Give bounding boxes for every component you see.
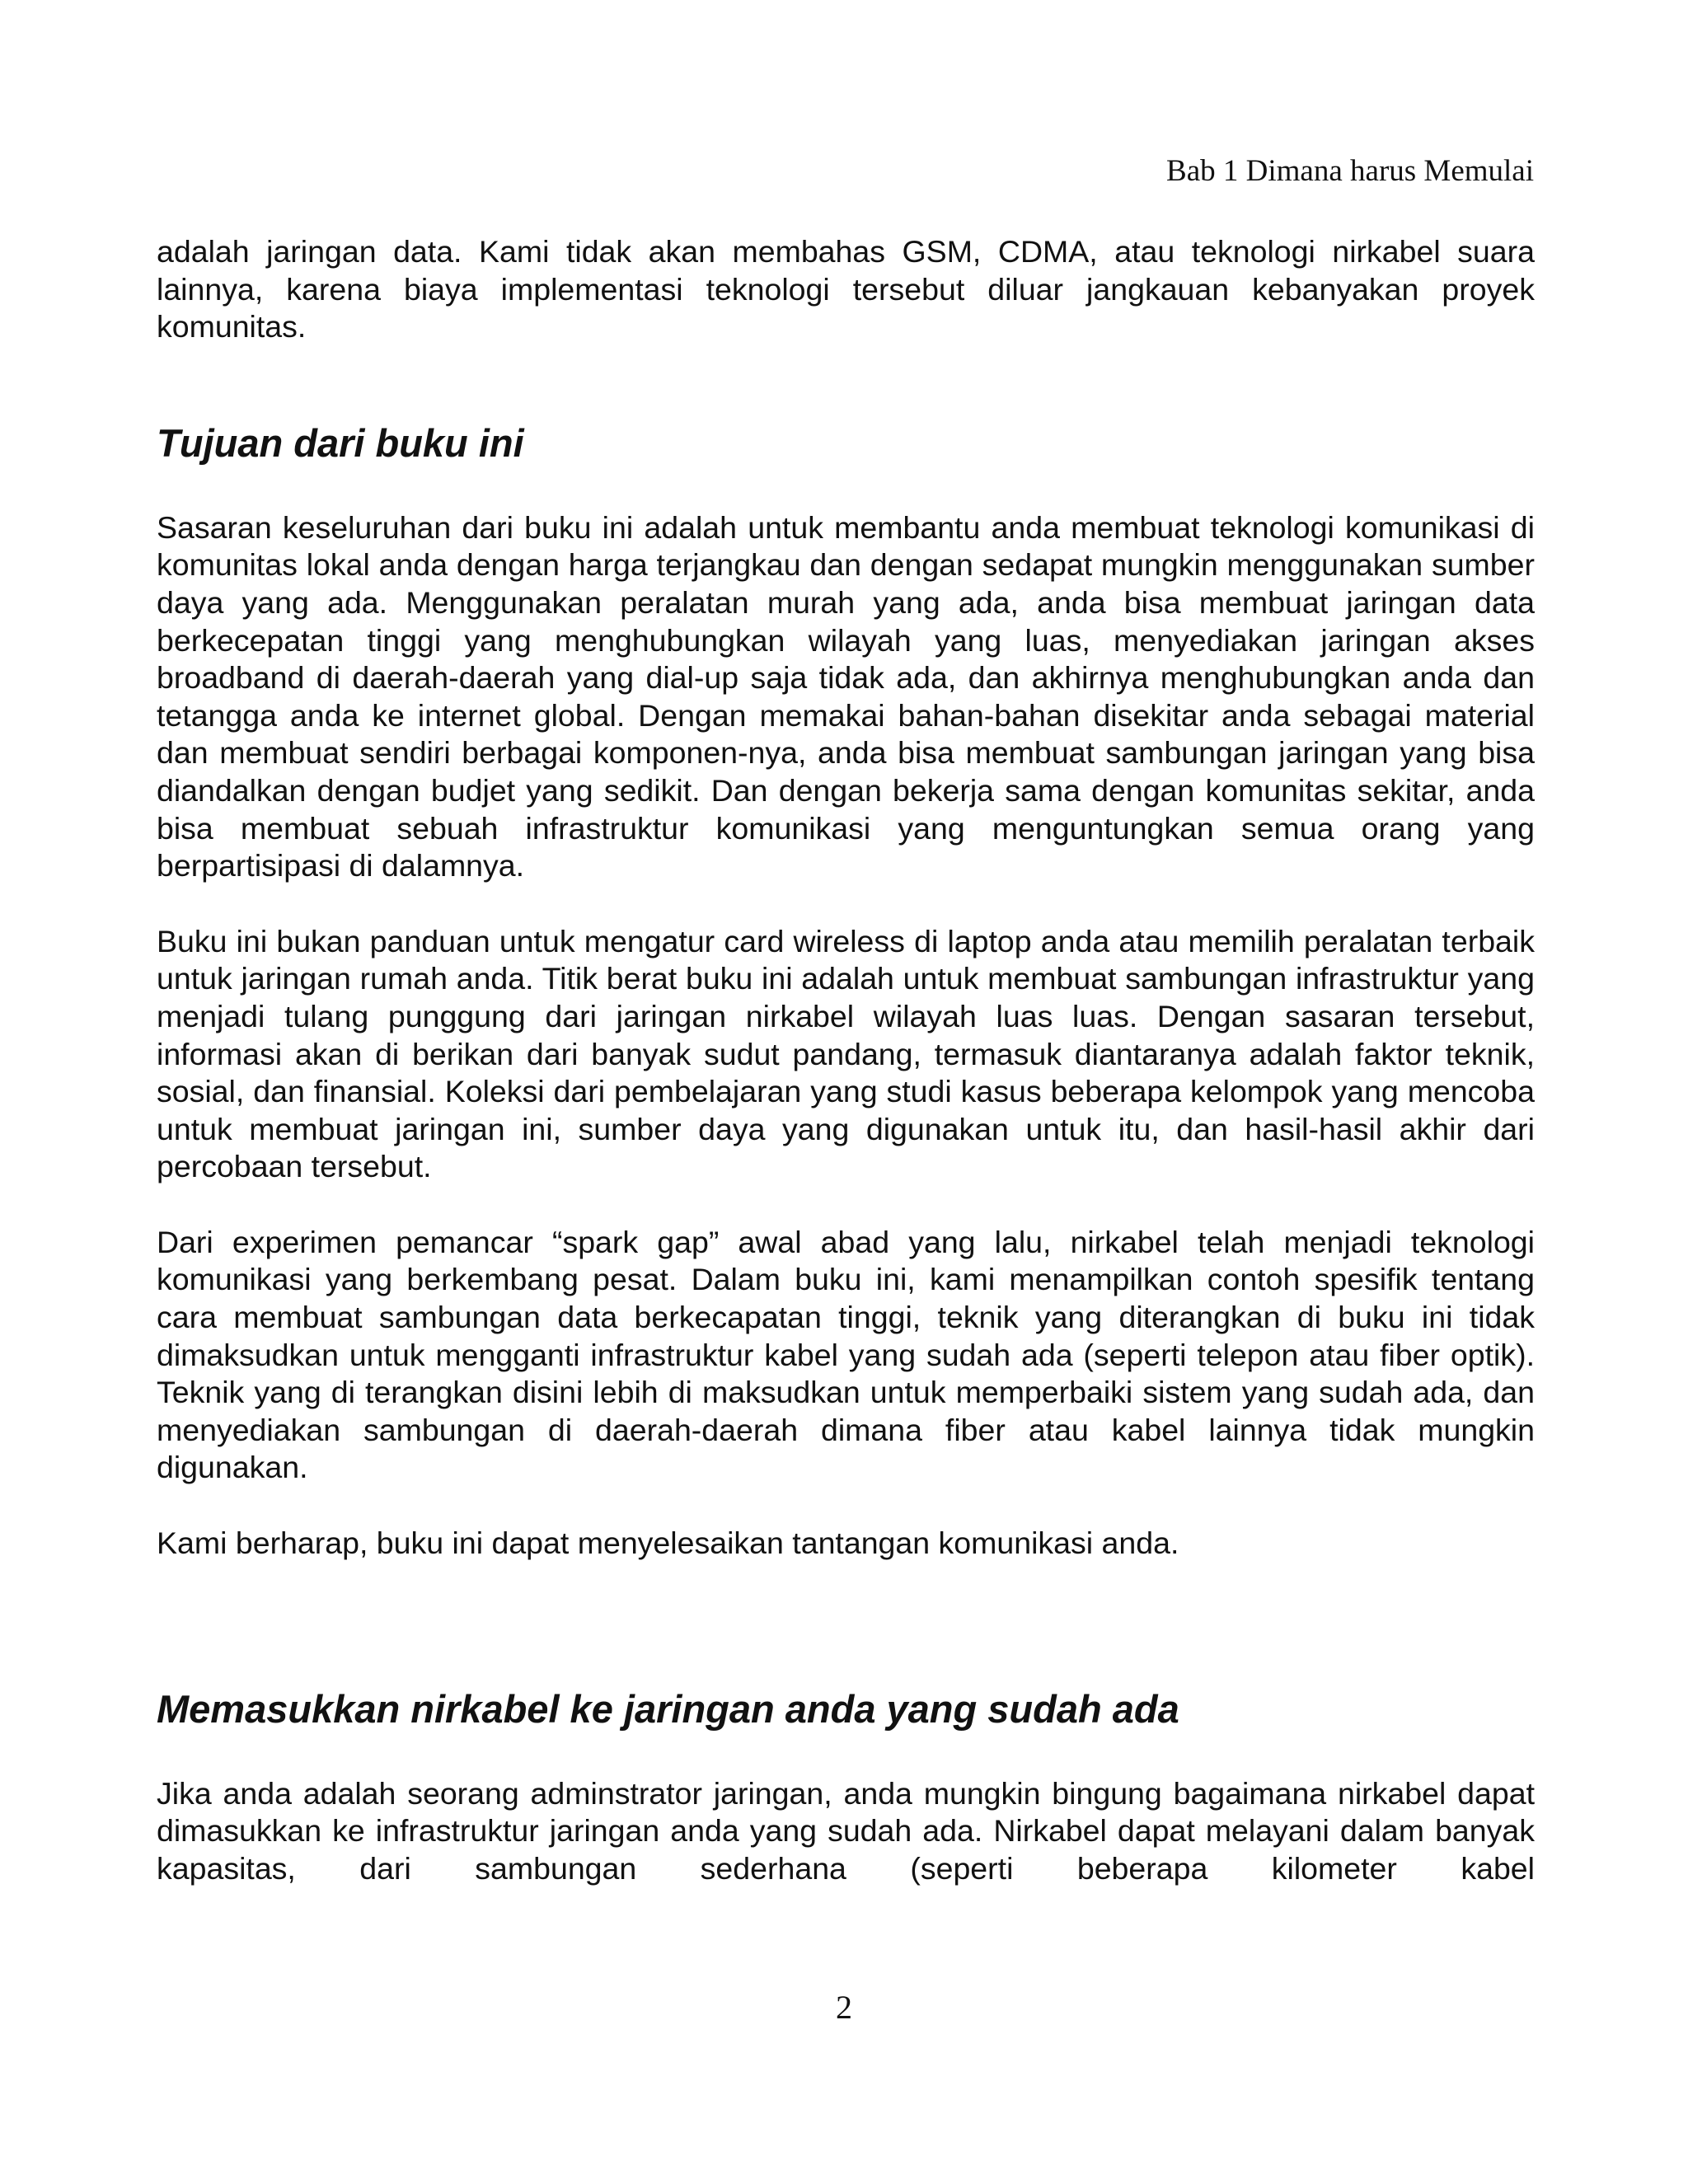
spacer (157, 1186, 1535, 1224)
spacer (157, 346, 1535, 420)
section-heading-tujuan: Tujuan dari buku ini (157, 420, 524, 465)
intro-paragraph: adalah jaringan data. Kami tidak akan membahas GSM, CDMA, atau teknologi nirkabel suara lainnya, karena biaya implementasi teknologi tersebut diluar jangkauan kebanyakan proyek komunitas. (157, 234, 1535, 344)
spacer (157, 1563, 1535, 1686)
paragraph-memasukkan-1: Jika anda adalah seorang adminstrator jaringan, anda mungkin bingung bagaimana nirkabel dapat dimasukkan ke infrastruktur jaringan anda yang sudah ada. Nirkabel dapat melayani dalam banyak kapasitas, dari sambungan sederhana (seperti beberapa kilometer kabel (157, 1775, 1535, 1886)
spacer (157, 885, 1535, 923)
paragraph-tujuan-3: Dari experimen pemancar “spark gap” awal abad yang lalu, nirkabel telah menjadi teknologi komunikasi yang berkembang pesat. Dalam buku ini, kami menampilkan contoh spesifik tentang cara membuat sambungan data berkecapatan tinggi, teknik yang diterangkan di buku ini tidak dimaksudkan untuk mengganti infrastruktur kabel yang sudah ada (seperti telepon atau fiber optik). Teknik yang di terangkan disini lebih di maksudkan untuk memperbaiki sistem yang sudah ada, dan menyediakan sambungan di daerah-daerah dimana fiber atau kabel lainnya tidak mungkin digunakan. (157, 1224, 1535, 1485)
paragraph-tujuan-2: Buku ini bukan panduan untuk mengatur card wireless di laptop anda atau memilih peralatan terbaik untuk jaringan rumah anda. Titik berat buku ini adalah untuk membuat sambungan infrastruktur yang menjadi tulang punggung dari jaringan nirkabel wilayah luas luas. Dengan sasaran tersebut, informasi akan di berikan dari banyak sudut pandang, termasuk diantaranya adalah faktor teknik, sosial, dan finansial. Koleksi dari pembelajaran yang studi kasus beberapa kelompok yang mencoba untuk membuat jaringan ini, sumber daya yang digunakan untuk itu, dan hasil-hasil akhir dari percobaan tersebut. (157, 923, 1535, 1184)
section-heading-memasukkan: Memasukkan nirkabel ke jaringan anda yang sudah ada (157, 1686, 1179, 1731)
page-body (157, 233, 1535, 1887)
spacer (157, 1487, 1535, 1525)
running-header: Bab 1 Dimana harus Memulai (1166, 154, 1534, 188)
paragraph-tujuan-4: Kami berharap, buku ini dapat menyelesaikan tantangan komunikasi anda. (157, 1526, 1179, 1561)
spacer (157, 466, 1535, 509)
page-number: 2 (836, 1989, 852, 2026)
spacer (157, 1732, 1535, 1775)
paragraph-tujuan-1: Sasaran keseluruhan dari buku ini adalah untuk membantu anda membuat teknologi komunikasi di komunitas lokal anda dengan harga terjangkau dan dengan sedapat mungkin menggunakan sumber daya yang ada. Menggunakan peralatan murah yang ada, anda bisa membuat jaringan data berkecepatan tinggi yang menghubungkan wilayah yang luas, menyediakan jaringan akses broadband di daerah-daerah yang dial-up saja tidak ada, dan akhirnya menghubungkan anda dan tetangga anda ke internet global. Dengan memakai bahan-bahan disekitar anda sebagai material dan membuat sendiri berbagai komponen-nya, anda bisa membuat sambungan jaringan yang bisa diandalkan dengan budjet yang sedikit. Dan dengan bekerja sama dengan komunitas sekitar, anda bisa membuat sebuah infrastruktur komunikasi yang menguntungkan semua orang yang berpartisipasi di dalamnya. (157, 509, 1535, 883)
